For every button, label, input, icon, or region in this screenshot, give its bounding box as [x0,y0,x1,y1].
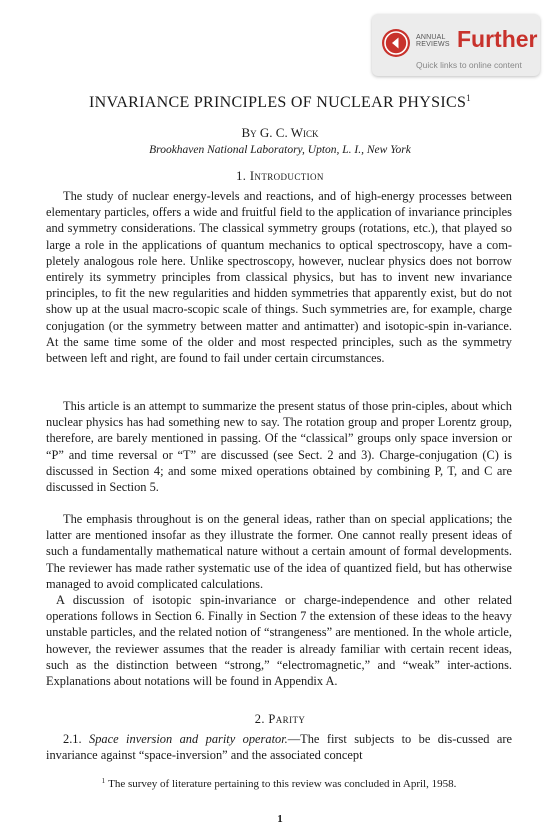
paragraph-5 [46,731,512,763]
section-heading-parity: 2. Parity [254,712,306,726]
banner-further-label: Further [457,26,538,52]
banner-subtitle: Quick links to online content [416,60,522,70]
footnote-mark: 1 [101,777,106,785]
article-title: INVARIANCE PRINCIPLES OF NUCLEAR PHYSICS$^1$ [89,93,471,111]
paragraph-2: This article is an attempt to summarize the present status of those prin-ciples, about which nuclear physics has had something new to say. The rotation group and proper Lorentz group, therefore, are barely mentioned in passing. Of the “classical” groups only space inversion or “P” and time reversal or “T” are discussed (see Sect. 2 and 3). Charge-conjugation (C) is discussed in Section 4; and some mixed operations obtained by combining P, T, and C are discussed in Section 5. [46,399,512,495]
article-affiliation: Brookhaven National Laboratory, Upton, L. I., New York [149,144,411,156]
banner-publisher-label: ANNUAL REVIEWS [416,34,450,48]
paragraph-4: A discussion of isotopic spin-invariance or charge-independence and other related operations follows in Section 6. Finally in Section 7 the extension of these ideas to the heavy unstable particles, and the related notion of “strangeness” are mentioned. In the whole article, however, the reviewer assumes that the reader is already familiar with certain recent ideas, such as the distinction between “strong,” “electromagnetic,” and “weak” inter-actions. Explanations about notations will be found in Appendix A. [46,593,512,689]
subsection-number: 2.1. [63,732,82,746]
play-arrow-icon [382,29,410,57]
footnote [46,777,512,790]
title-footnote-mark: 1 [466,93,471,103]
page-number: 1 [277,813,283,825]
section-heading-introduction: 1. Introduction [236,169,324,183]
subsection-text: —The first subjects to be dis-cussed are invariance against “space-inversion” and the associated concept [46,732,512,763]
subsection-title: Space inversion and parity operator. [89,732,288,746]
article-author: By G. C. Wick [241,125,319,140]
paragraph-3: The emphasis throughout is on the general ideas, rather than on special applications; the latter are mentioned insofar as they illustrate the former. One cannot really present ideas of such a fundamentally mathematical nature without a certain amount of formal developments. The reviewer has made rather systematic use of the idea of quantized field, but has otherwise managed to avoid complicated calculations. [46,512,512,591]
paragraph-1: The study of nuclear energy-levels and reactions, and of high-energy processes between elementary particles, offers a wide and fruitful field to the application of invariance principles and symmetry considerations. The classical symmetry groups (rotations, etc.), that played so large a role in the applications of quantum mechanics to optical spectroscopy, have a com-pletely analogous role here. Unlike spectroscopy, however, nuclear physics does not borrow entirely its symmetry principles from classical physics, but has to invent new invariance principles, to fit the new regularities and hidden symmetries that apparently exist, but do not show up at the usual macro-scopic scale of things. Such symmetries are, for example, charge conjugation (or the symmetry between matter and antimatter) and isotopic-spin in-variance. At the same time some of the older and most respected principles, such as the symmetry between left and right, are found to fail under certain circumstances. [46,189,512,366]
annual-reviews-further-banner[interactable] [372,14,540,76]
footnote-text: The survey of literature pertaining to this review was concluded in April, 1958. [108,778,457,790]
